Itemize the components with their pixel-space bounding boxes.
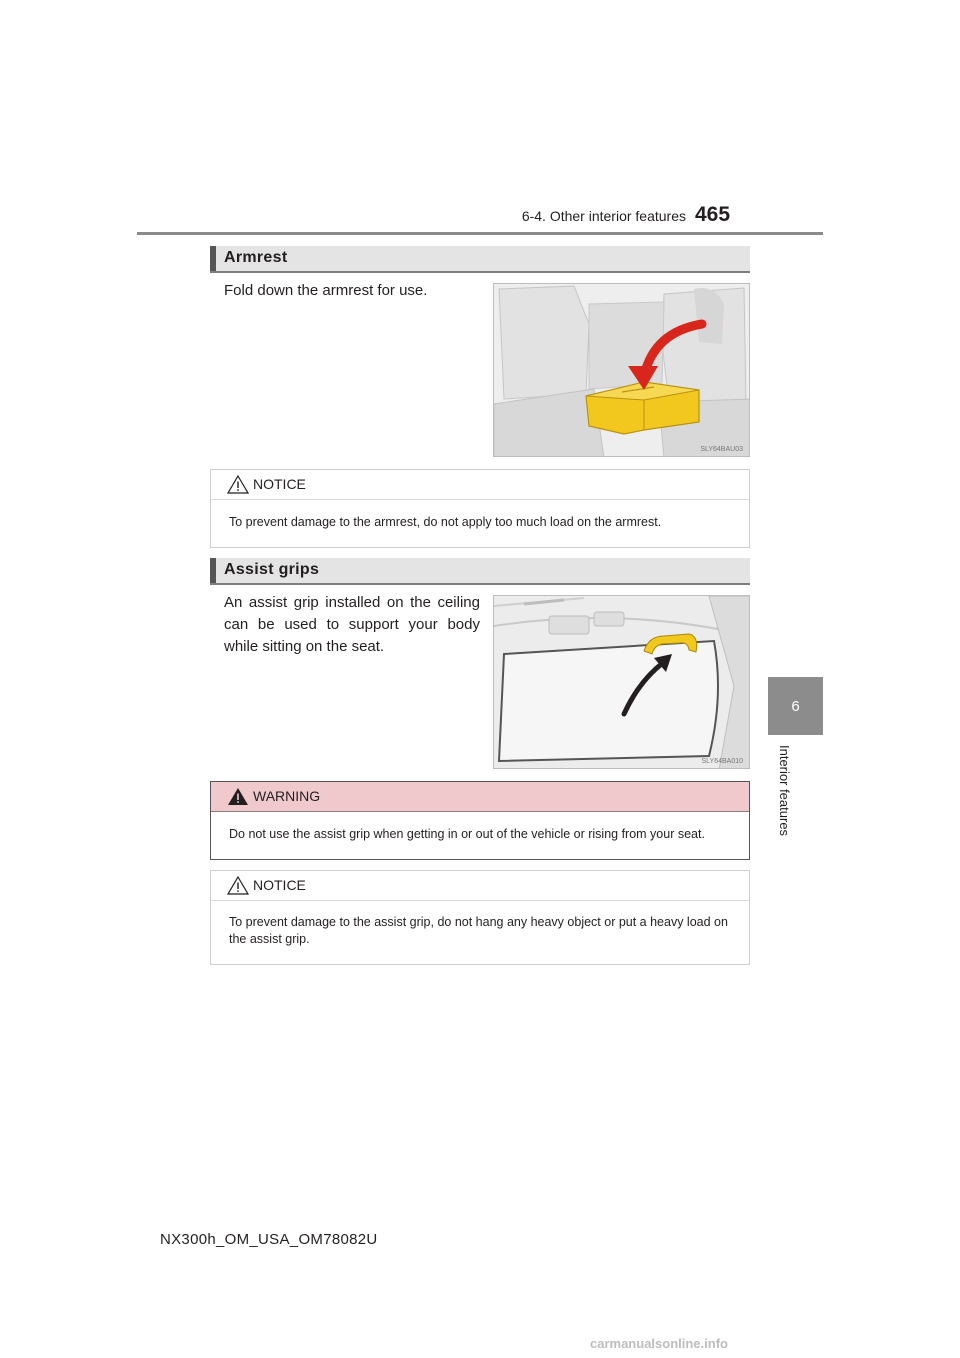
warning-header [211,782,749,812]
chapter-number: 6 [791,697,800,715]
assist-grip-illustration [493,595,750,769]
document-code: NX300h_OM_USA_OM78082U [160,1231,378,1248]
armrest-image [494,284,750,457]
assist-grip-image [494,596,750,769]
assist-grip-notice-box [210,870,750,965]
notice-header [211,470,749,500]
watermark[interactable]: carmanualsonline.info [590,1336,728,1351]
image-code: SLY64BA010 [701,758,743,765]
armrest-text: Fold down the armrest for use. [224,282,428,299]
image-code: SLY64BAU03 [700,446,743,453]
armrest-heading: Armrest [210,246,750,273]
notice-text: To prevent damage to the armrest, do not apply too much load on the armrest. [229,515,662,529]
warning-triangle-icon [227,787,249,806]
warning-text: Do not use the assist grip when getting in or out of the vehicle or rising from your seat. [229,827,705,841]
assist-grips-heading: Assist grips [210,558,750,585]
header-rule [137,232,823,235]
armrest-illustration [493,283,750,457]
chapter-label: Interior features [777,745,792,837]
chapter-tab[interactable] [768,677,823,735]
section-title: 6-4. Other interior features [521,208,686,224]
notice-label: NOTICE [253,476,306,492]
armrest-notice-box [210,469,750,548]
caution-triangle-icon [227,475,249,494]
caution-triangle-icon [227,876,249,895]
page-number: 465 [695,203,731,226]
notice-header [211,871,749,901]
notice-label: NOTICE [253,877,306,893]
warning-box [210,781,750,860]
notice-text: To prevent damage to the assist grip, do not hang any heavy object or put a heavy load on the assist grip. [229,915,728,946]
assist-grips-text: An assist grip installed on the ceiling can be used to support your body while sitting on the seat. [224,594,480,655]
warning-label: WARNING [253,788,321,804]
